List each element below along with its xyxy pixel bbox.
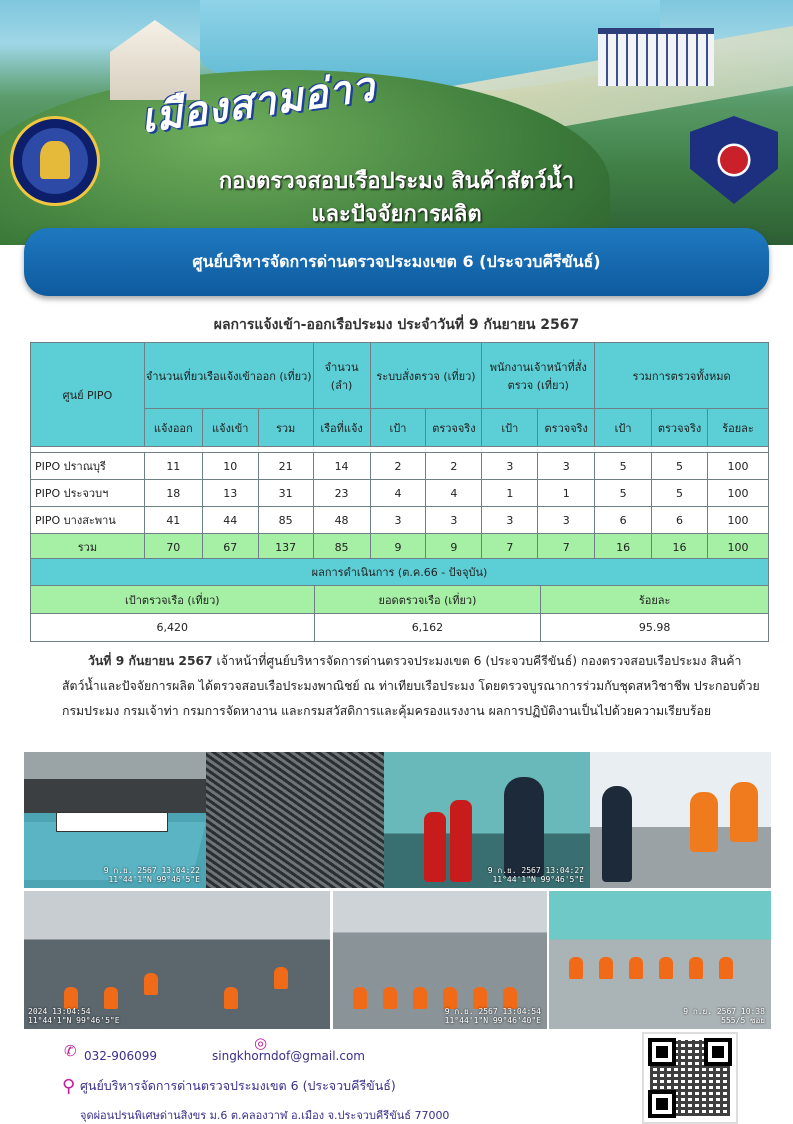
office-name: ศูนย์บริหารจัดการด่านตรวจประมงเขต 6 (ประจวบคีรีขันธ์) — [80, 1078, 396, 1093]
total-officer-target: 7 — [482, 534, 538, 561]
fire-extinguisher-icon — [450, 800, 472, 882]
cell-boats: 14 — [313, 453, 370, 480]
sub-officer-target-header: เป้า — [482, 409, 538, 447]
cell-out: 11 — [144, 453, 202, 480]
table-total-row — [31, 534, 769, 561]
crew-figure — [569, 957, 583, 979]
crew-figure — [64, 987, 78, 1009]
sub-officer-actual-header: ตรวจจริง — [538, 409, 595, 447]
sub-out-header: แจ้งออก — [144, 409, 202, 447]
crew-figure — [144, 973, 158, 995]
org-title-line1: กองตรวจสอบเรือประมง สินค้าสัตว์น้ำ — [218, 169, 575, 194]
pipo-report-table — [30, 342, 769, 561]
cell-system-target: 4 — [370, 480, 426, 507]
crew-figure — [443, 987, 457, 1009]
cell-in: 13 — [202, 480, 258, 507]
table-row — [31, 480, 769, 507]
life-vest-figure — [690, 792, 718, 852]
cell-officer-actual: 3 — [538, 507, 595, 534]
report-date: วันที่ 9 กันยายน 2567 — [88, 654, 213, 668]
office-address: จุดผ่อนปรนพิเศษด่านสิงขร ม.6 ต.คลองวาฬ อ.เมือง จ.ประจวบคีรีขันธ์ 77000 — [80, 1109, 450, 1122]
sub-total-actual-header: ตรวจจริง — [652, 409, 708, 447]
cell-total-actual: 5 — [652, 480, 708, 507]
org-title-line2: และปัจจัยการผลิต — [311, 202, 482, 227]
row-center-name: PIPO บางสะพาน — [31, 507, 145, 534]
center-title: ศูนย์บริหารจัดการด่านตรวจประมงเขต 6 (ประจวบคีรีขันธ์) — [192, 251, 601, 271]
performance-summary-table — [30, 558, 769, 642]
photo-timestamp: 9 ก.ย. 2567 13:04:22 11°44'1"N 99°46'5"E — [103, 866, 200, 884]
crew-figure — [224, 987, 238, 1009]
crew-figure — [383, 987, 397, 1009]
photo-crew-rows — [549, 891, 771, 1029]
cell-in: 10 — [202, 453, 258, 480]
cell-total-actual: 5 — [652, 453, 708, 480]
sub-system-actual-header: ตรวจจริง — [426, 409, 482, 447]
photo-crew-life-vests — [590, 752, 771, 888]
crew-figure — [413, 987, 427, 1009]
photo-fishing-boat — [24, 752, 206, 888]
cell-system-actual: 3 — [426, 507, 482, 534]
summary-percent-header: ร้อยละ — [541, 586, 769, 614]
crew-figure — [353, 987, 367, 1009]
group-trips-header: จำนวนเที่ยวเรือแจ้งเข้าออก (เที่ยว) — [144, 343, 313, 409]
cell-officer-target: 3 — [482, 453, 538, 480]
header-banner — [0, 0, 793, 245]
summary-target-value: 6,420 — [31, 614, 315, 642]
summary-header-row — [31, 586, 769, 614]
photo-timestamp: 9 ก.ย. 2567 13:04:54 11°44'1"N 99°46'40"E — [444, 1007, 541, 1025]
summary-target-header: เป้าตรวจเรือ (เที่ยว) — [31, 586, 315, 614]
sub-system-target-header: เป้า — [370, 409, 426, 447]
table-row — [31, 507, 769, 534]
photo-fishing-net — [206, 752, 384, 888]
cell-officer-target: 1 — [482, 480, 538, 507]
cell-total-target: 6 — [595, 507, 652, 534]
boat-plate-image — [56, 812, 168, 832]
photo-officers-at-pier — [24, 891, 330, 1029]
life-vest-figure — [730, 782, 758, 842]
cell-system-actual: 4 — [426, 480, 482, 507]
cell-officer-actual: 3 — [538, 453, 595, 480]
contact-email[interactable]: singkhorndof@gmail.com — [212, 1049, 365, 1063]
table-header-row — [31, 343, 769, 409]
cell-boats: 23 — [313, 480, 370, 507]
qr-finder-icon — [704, 1038, 732, 1066]
sub-percent-header: ร้อยละ — [708, 409, 769, 447]
cell-officer-actual: 1 — [538, 480, 595, 507]
table-row — [31, 453, 769, 480]
qr-finder-icon — [648, 1038, 676, 1066]
summary-value-row — [31, 614, 769, 642]
cell-officer-target: 3 — [482, 507, 538, 534]
total-system-target: 9 — [370, 534, 426, 561]
city-logo-script: เมืองสามอ่าว — [137, 62, 378, 143]
total-percent: 100 — [708, 534, 769, 561]
crew-figure — [689, 957, 703, 979]
cell-boats: 48 — [313, 507, 370, 534]
cell-percent: 100 — [708, 507, 769, 534]
photo-fire-extinguisher-inspection — [384, 752, 590, 888]
total-sum: 137 — [258, 534, 313, 561]
cell-total-actual: 6 — [652, 507, 708, 534]
cell-system-target: 2 — [370, 453, 426, 480]
qr-code-icon[interactable] — [642, 1032, 738, 1124]
total-boats: 85 — [313, 534, 370, 561]
sub-sum-header: รวม — [258, 409, 313, 447]
cell-total-target: 5 — [595, 480, 652, 507]
crew-figure — [473, 987, 487, 1009]
cell-in: 44 — [202, 507, 258, 534]
total-out: 70 — [144, 534, 202, 561]
photo-timestamp: 9 ก.ย. 2567 13:04:27 11°44'1"N 99°46'5"E — [487, 866, 584, 884]
fire-extinguisher-icon — [424, 812, 446, 882]
crew-figure — [719, 957, 733, 979]
contact-phone[interactable]: 032-906099 — [84, 1049, 158, 1063]
report-paragraph — [62, 649, 762, 724]
inspector-figure — [504, 777, 544, 877]
summary-period-label: ผลการดำเนินการ (ต.ค.66 - ปัจจุบัน) — [31, 559, 769, 586]
cell-system-actual: 2 — [426, 453, 482, 480]
total-officer-actual: 7 — [538, 534, 595, 561]
crew-figure — [659, 957, 673, 979]
summary-done-header: ยอดตรวจเรือ (เที่ยว) — [314, 586, 541, 614]
photo-crew-seated — [333, 891, 547, 1029]
cell-out: 18 — [144, 480, 202, 507]
crew-figure — [629, 957, 643, 979]
crew-figure — [104, 987, 118, 1009]
center-title-ribbon — [24, 228, 769, 296]
location-pin-icon: ⚲ — [62, 1076, 76, 1097]
summary-done-value: 6,162 — [314, 614, 541, 642]
sub-in-header: แจ้งเข้า — [202, 409, 258, 447]
total-total-target: 16 — [595, 534, 652, 561]
report-title: ผลการแจ้งเข้า-ออกเรือประมง ประจำวันที่ 9 กันยายน 2567 — [213, 317, 580, 333]
qr-finder-icon — [648, 1090, 676, 1118]
cell-out: 41 — [144, 507, 202, 534]
cell-percent: 100 — [708, 453, 769, 480]
total-total-actual: 16 — [652, 534, 708, 561]
crew-figure — [503, 987, 517, 1009]
cell-sum: 31 — [258, 480, 313, 507]
photo-timestamp: 2024 13:04:54 11°44'1"N 99°46'5"E — [28, 1007, 120, 1025]
sub-boats-header: เรือที่แจ้ง — [313, 409, 370, 447]
group-total-header: รวมการตรวจทั้งหมด — [595, 343, 769, 409]
crew-figure — [599, 957, 613, 979]
total-in: 67 — [202, 534, 258, 561]
group-count-header: จำนวน (ลำ) — [313, 343, 370, 409]
inspector-figure — [602, 786, 632, 882]
cell-percent: 100 — [708, 480, 769, 507]
cell-system-target: 3 — [370, 507, 426, 534]
row-center-name: PIPO ประจวบฯ — [31, 480, 145, 507]
group-system-header: ระบบสั่งตรวจ (เที่ยว) — [370, 343, 482, 409]
cell-total-target: 5 — [595, 453, 652, 480]
summary-bar-row — [31, 559, 769, 586]
cell-sum: 85 — [258, 507, 313, 534]
sub-total-target-header: เป้า — [595, 409, 652, 447]
crew-figure — [274, 967, 288, 989]
phone-icon: ✆ — [64, 1042, 77, 1060]
group-officer-header: พนักงานเจ้าหน้าที่สั่งตรวจ (เที่ยว) — [482, 343, 595, 409]
cell-sum: 21 — [258, 453, 313, 480]
summary-percent-value: 95.98 — [541, 614, 769, 642]
col-center-header: ศูนย์ PIPO — [31, 343, 145, 447]
globe-icon: ◎ — [254, 1034, 268, 1052]
photo-timestamp: 9 ก.ย. 2567 10:38 555/5 ซอย — [683, 1007, 765, 1025]
total-system-actual: 9 — [426, 534, 482, 561]
row-center-name: PIPO ปราณบุรี — [31, 453, 145, 480]
total-label: รวม — [31, 534, 145, 561]
report-body: เจ้าหน้าที่ศูนย์บริหารจัดการด่านตรวจประมงเขต 6 (ประจวบคีรีขันธ์) กองตรวจสอบเรือประมง สินค้าสัตว์น้ำและปัจจัยการผลิต ได้ตรวจสอบเรือประมงพาณิชย์ ณ ท่าเทียบเรือประมง โดยตรวจบูรณาการร่วมกับชุดสหวิชาชีพ ประกอบด้วย กรมประมง กรมเจ้าท่า กรมการจัดหางาน และกรมสวัสดิการและคุ้มครองแรงงาน ผลการปฏิบัติงานเป็นไปด้วยความเรียบร้อย — [62, 654, 760, 718]
hotel-building-image — [598, 28, 714, 86]
